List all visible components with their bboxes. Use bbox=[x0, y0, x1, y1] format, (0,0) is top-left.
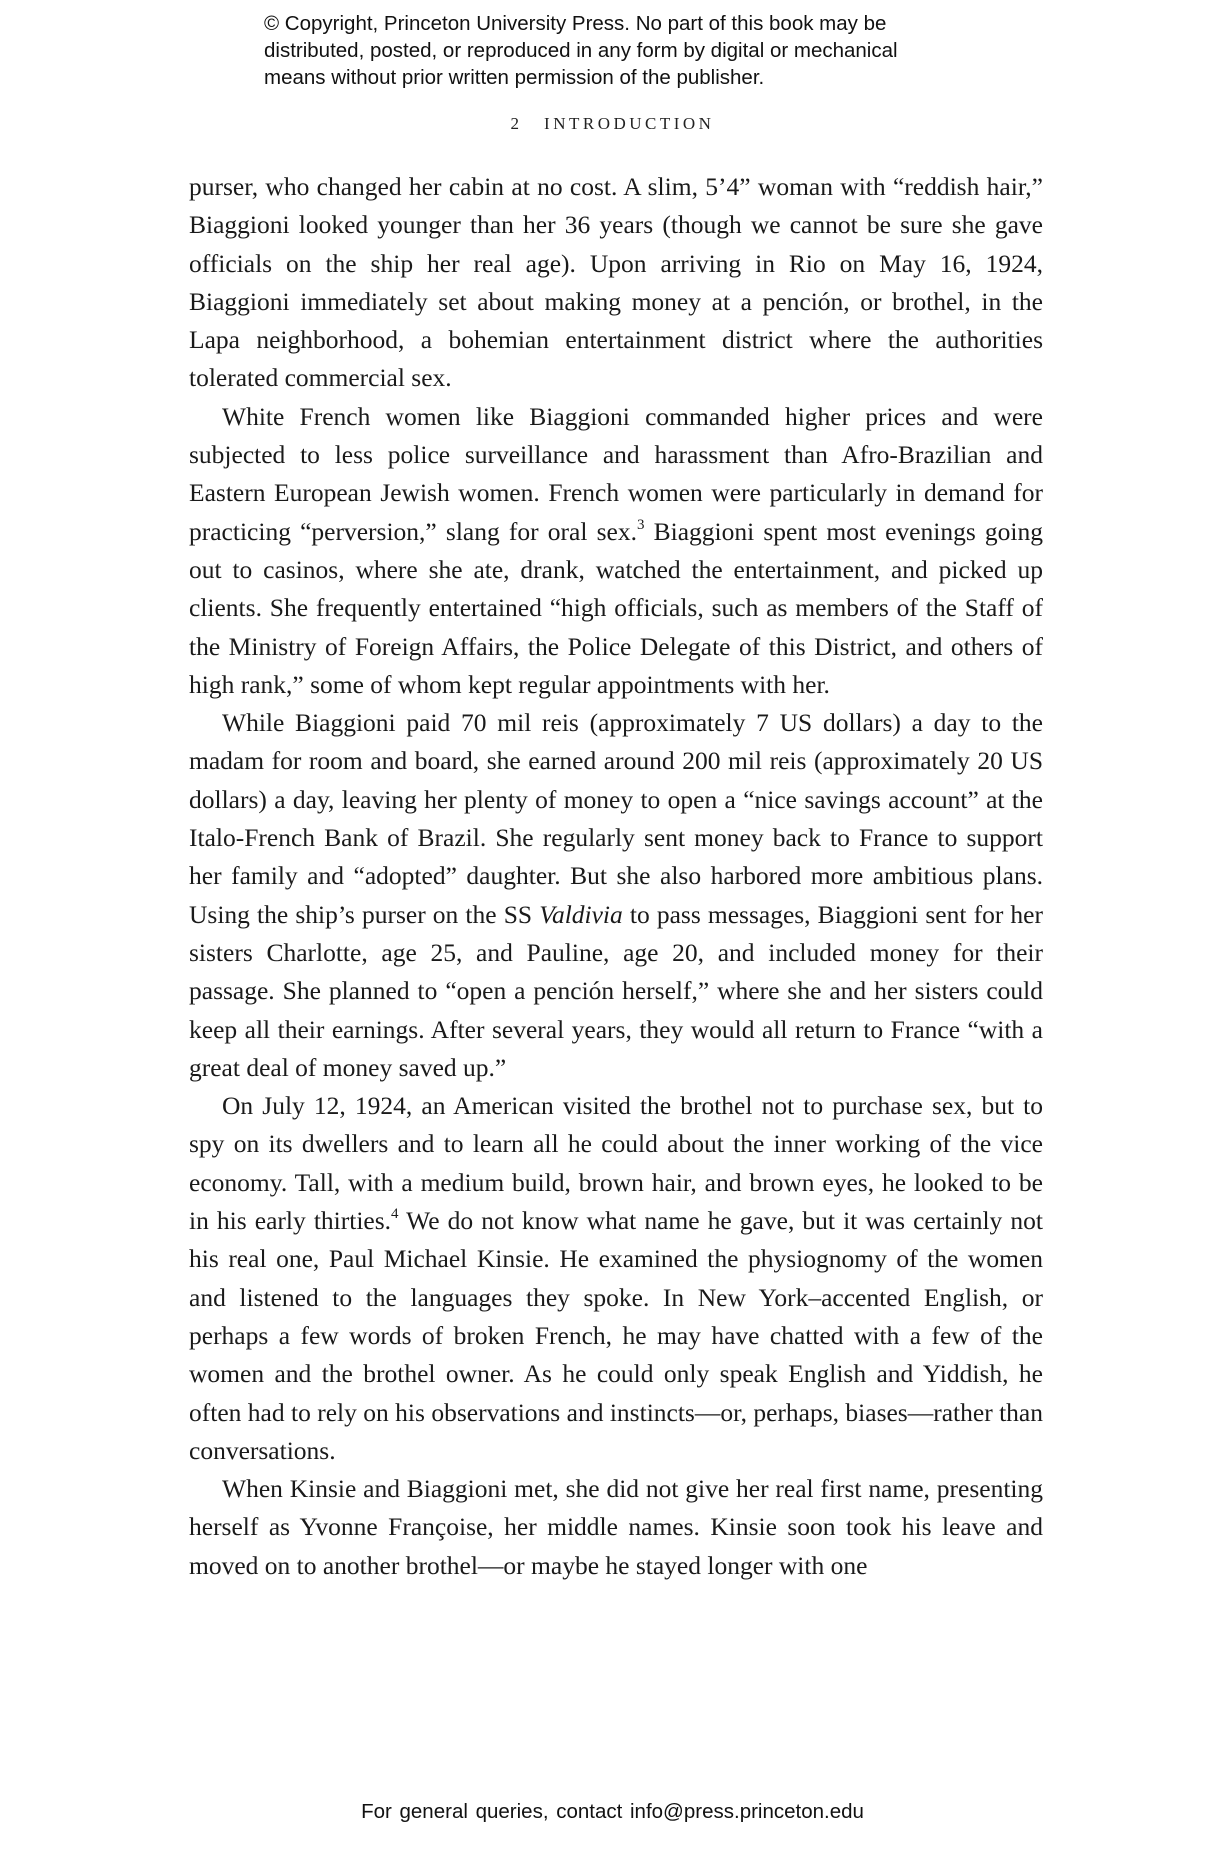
copyright-line: distributed, posted, or reproduced in any form by digital or mechanical bbox=[264, 39, 898, 62]
paragraph bbox=[189, 704, 1043, 1087]
text-run: While Biaggioni paid 70 mil reis (approximately 7 US dollars) a day to the madam for room and board, she earned around 200 mil reis (approximately 20 US dollars) a day, leaving her plenty of money to open a “nice savings account” at the Italo-French Bank of Brazil. She regularly sent money back to France to support her family and “adopted” daughter. But she also harbored more ambitious plans. Using the ship’s purser on the SS bbox=[189, 708, 1043, 929]
copyright-notice bbox=[264, 10, 1004, 91]
text-run: Biaggioni spent most evenings going out to casinos, where she ate, drank, watched the entertainment, and picked up clients. She frequently entertained “high officials, such as members of the Staff of the Ministry of Foreign Affairs, the Police Delegate of this District, and others of high rank,” some of whom kept regular appointments with her. bbox=[189, 516, 1043, 699]
paragraph: When Kinsie and Biaggioni met, she did not give her real first name, presenting herself as Yvonne Françoise, her middle names. Kinsie soon took his leave and moved on to another brothel—or maybe he stayed longer with one bbox=[189, 1474, 1043, 1580]
footnote-ref: 3 bbox=[636, 516, 645, 533]
text-run: We do not know what name he gave, but it was certainly not his real one, Paul Michael Kinsie. He examined the physiognomy of the women and listened to the languages they spoke. In New York–accented English, or perhaps a few words of broken French, he may have chatted with a few of the women and the brothel owner. As he could only speak English and Yiddish, he often had to rely on his observations and instincts—or, perhaps, biases—rather than conversations. bbox=[189, 1206, 1043, 1465]
body-text bbox=[189, 168, 1043, 1585]
footer-contact: For general queries, contact info@press.princeton.edu bbox=[361, 1800, 864, 1823]
text-run: On July 12, 1924, an American visited the brothel not to purchase sex, but to spy on its dwellers and to learn all he could about the inner working of the vice economy. Tall, with a medium build, brown hair, and brown eyes, he looked to be in his early thirties. bbox=[189, 1091, 1043, 1236]
copyright-line: means without prior written permission of the publisher. bbox=[264, 66, 765, 89]
running-head bbox=[0, 114, 1225, 134]
paragraph bbox=[189, 398, 1043, 704]
footnote-ref: 4 bbox=[391, 1206, 399, 1223]
paragraph bbox=[189, 1087, 1043, 1470]
text-run: White French women like Biaggioni commanded higher prices and were subjected to less police surveillance and harassment than Afro-Brazilian and Eastern European Jewish women. French women were particularly in demand for practicing “perversion,” slang for oral sex. bbox=[189, 401, 1043, 546]
text-run: to pass messages, Biaggioni sent for her sisters Charlotte, age 25, and Pauline, age 20, and included money for their passage. She planned to “open a pención herself,” where she and her sisters could keep all their earnings. After several years, they would all return to France “with a great deal of money saved up.” bbox=[189, 899, 1043, 1082]
chapter-title: INTRODUCTION bbox=[544, 114, 715, 133]
copyright-line: © Copyright, Princeton University Press. No part of this book may be bbox=[264, 12, 887, 35]
paragraph: purser, who changed her cabin at no cost. A slim, 5’4” woman with “reddish hair,” Biaggioni looked younger than her 36 years (though we cannot be sure she gave officials on the ship her real age). Upon arriving in Rio on May 16, 1924, Biaggioni immediately set about making money at a pención, or brothel, in the Lapa neighborhood, a bohemian entertainment district where the authorities tolerated commercial sex. bbox=[189, 172, 1043, 393]
page-number: 2 bbox=[510, 114, 523, 133]
ship-name: Valdivia bbox=[539, 899, 623, 929]
